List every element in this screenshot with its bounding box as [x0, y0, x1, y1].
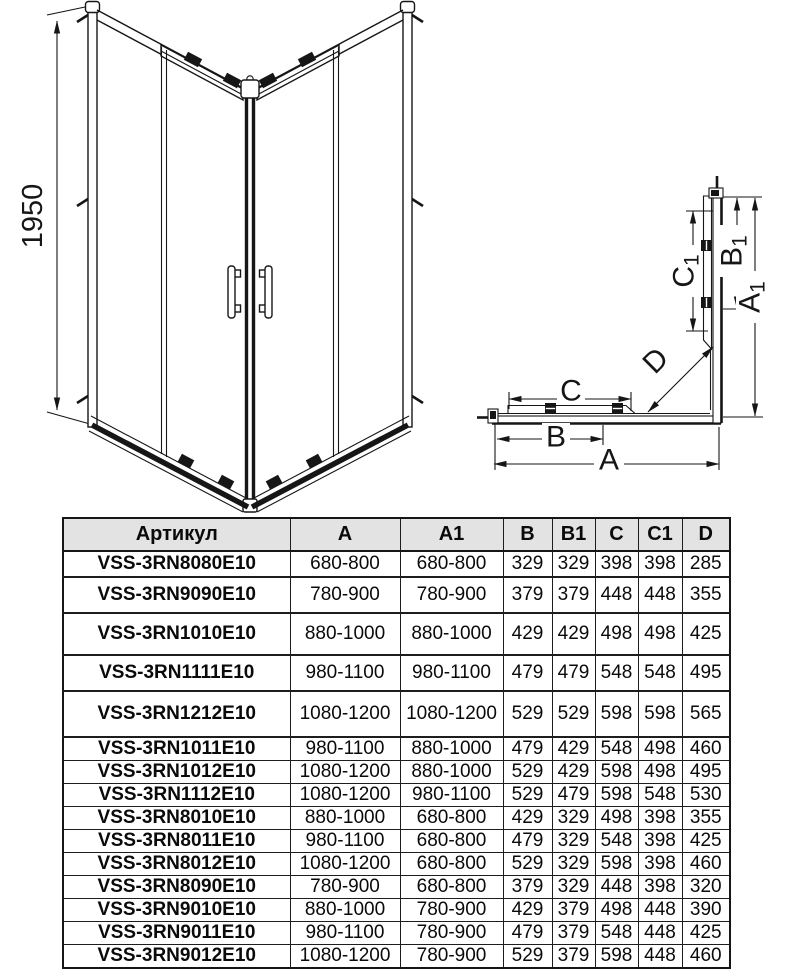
value-cell: 1080-1200: [290, 761, 400, 784]
value-cell: 598: [638, 691, 682, 737]
spec-table-header-row: [63, 518, 730, 551]
column-header: A: [290, 518, 400, 551]
value-cell: 980-1100: [290, 655, 400, 691]
value-cell: 448: [595, 577, 638, 613]
roller-carriage: [218, 475, 235, 490]
article-cell: VSS-3RN1012E10: [63, 761, 290, 784]
top-rail-left: [97, 10, 243, 100]
sliding-door-panel: [704, 196, 712, 349]
value-cell: 880-1000: [290, 613, 400, 655]
dimension-a: [494, 427, 719, 477]
value-cell: 429: [552, 737, 595, 761]
value-cell: 529: [503, 761, 552, 784]
value-cell: 598: [595, 945, 638, 969]
value-cell: 329: [552, 551, 595, 577]
table-row: [63, 691, 730, 737]
roller-carriage: [306, 454, 323, 469]
value-cell: 980-1100: [400, 655, 503, 691]
value-cell: 548: [595, 830, 638, 853]
value-cell: 379: [552, 899, 595, 922]
value-cell: 398: [638, 807, 682, 830]
roller-carriage: [266, 475, 283, 490]
value-cell: 530: [682, 784, 730, 807]
value-cell: 529: [503, 853, 552, 876]
left-wall-bracket: [77, 396, 88, 403]
value-cell: 448: [638, 945, 682, 969]
article-cell: VSS-3RN1111E10: [63, 655, 290, 691]
dimension-d-label: D: [636, 341, 676, 381]
value-cell: 780-900: [400, 922, 503, 945]
value-cell: 980-1100: [400, 784, 503, 807]
table-row: [63, 655, 730, 691]
value-cell: 329: [503, 551, 552, 577]
table-row: [63, 876, 730, 899]
table-row: [63, 899, 730, 922]
table-row: [63, 613, 730, 655]
value-cell: 425: [682, 922, 730, 945]
height-dimension-label: 1950: [17, 183, 49, 249]
plan-right-wall: [701, 176, 723, 423]
plan-view-drawing: [477, 176, 770, 477]
value-cell: 448: [638, 922, 682, 945]
value-cell: 498: [638, 737, 682, 761]
left-wall-bracket: [77, 15, 88, 22]
spec-table-body: [63, 551, 730, 968]
value-cell: 529: [503, 784, 552, 807]
value-cell: 1080-1200: [290, 853, 400, 876]
dimension-a1-label: A1: [733, 281, 770, 313]
value-cell: 498: [595, 807, 638, 830]
dimension-a-label: A: [598, 443, 620, 477]
value-cell: 548: [595, 655, 638, 691]
value-cell: 329: [552, 830, 595, 853]
value-cell: 880-1000: [290, 899, 400, 922]
value-cell: 379: [552, 577, 595, 613]
value-cell: 529: [503, 691, 552, 737]
article-cell: VSS-3RN9011E10: [63, 922, 290, 945]
value-cell: 448: [638, 899, 682, 922]
value-cell: 1080-1200: [290, 691, 400, 737]
value-cell: 529: [503, 945, 552, 969]
article-cell: VSS-3RN1212E10: [63, 691, 290, 737]
bottom-rail-left: [89, 416, 248, 512]
value-cell: 448: [595, 876, 638, 899]
article-cell: VSS-3RN9090E10: [63, 577, 290, 613]
value-cell: 429: [503, 613, 552, 655]
value-cell: 460: [682, 737, 730, 761]
value-cell: 880-1000: [290, 807, 400, 830]
dimension-c-label: C: [560, 374, 582, 408]
article-cell: VSS-3RN1010E10: [63, 613, 290, 655]
value-cell: 980-1100: [290, 830, 400, 853]
value-cell: 398: [595, 551, 638, 577]
value-cell: 329: [552, 807, 595, 830]
table-row: [63, 784, 730, 807]
dimension-b1-label: B1: [715, 235, 752, 267]
value-cell: 429: [503, 899, 552, 922]
spec-table: [62, 517, 731, 969]
value-cell: 429: [552, 613, 595, 655]
table-row: [63, 737, 730, 761]
value-cell: 429: [552, 761, 595, 784]
value-cell: 880-1000: [400, 761, 503, 784]
value-cell: 398: [638, 876, 682, 899]
value-cell: 329: [552, 876, 595, 899]
value-cell: 598: [595, 691, 638, 737]
dimension-d: [634, 339, 713, 412]
front-view-drawing: [17, 2, 423, 513]
value-cell: 495: [682, 655, 730, 691]
value-cell: 355: [682, 807, 730, 830]
dimension-b: [495, 421, 603, 471]
value-cell: 880-1000: [400, 613, 503, 655]
value-cell: 680-800: [400, 807, 503, 830]
value-cell: 329: [552, 853, 595, 876]
value-cell: 680-800: [400, 551, 503, 577]
bottom-rail-right: [252, 416, 411, 512]
value-cell: 355: [682, 577, 730, 613]
height-dimension: [17, 7, 90, 424]
column-header: D: [682, 518, 730, 551]
value-cell: 398: [638, 551, 682, 577]
value-cell: 429: [503, 807, 552, 830]
column-header: Артикул: [63, 518, 290, 551]
value-cell: 320: [682, 876, 730, 899]
table-row: [63, 807, 730, 830]
article-cell: VSS-3RN9010E10: [63, 899, 290, 922]
table-row: [63, 577, 730, 613]
value-cell: 598: [595, 761, 638, 784]
value-cell: 479: [503, 737, 552, 761]
table-row: [63, 830, 730, 853]
value-cell: 398: [638, 830, 682, 853]
value-cell: 680-800: [400, 830, 503, 853]
table-row: [63, 922, 730, 945]
article-cell: VSS-3RN9012E10: [63, 945, 290, 969]
value-cell: 479: [552, 784, 595, 807]
right-wall-bracket: [412, 199, 423, 206]
value-cell: 565: [682, 691, 730, 737]
value-cell: 425: [682, 830, 730, 853]
value-cell: 548: [595, 737, 638, 761]
article-cell: VSS-3RN8090E10: [63, 876, 290, 899]
column-header: C: [595, 518, 638, 551]
table-row: [63, 853, 730, 876]
value-cell: 460: [682, 945, 730, 969]
value-cell: 548: [638, 655, 682, 691]
value-cell: 379: [503, 876, 552, 899]
article-cell: VSS-3RN8012E10: [63, 853, 290, 876]
value-cell: 680-800: [400, 876, 503, 899]
value-cell: 448: [638, 577, 682, 613]
article-cell: VSS-3RN1011E10: [63, 737, 290, 761]
value-cell: 390: [682, 899, 730, 922]
top-rail-right: [257, 10, 403, 100]
column-header: C1: [638, 518, 682, 551]
corner-post: [241, 76, 259, 512]
value-cell: 425: [682, 613, 730, 655]
table-row: [63, 945, 730, 969]
value-cell: 479: [503, 830, 552, 853]
value-cell: 1080-1200: [400, 691, 503, 737]
roller-carriage: [178, 454, 195, 469]
value-cell: 498: [638, 613, 682, 655]
value-cell: 980-1100: [290, 922, 400, 945]
value-cell: 460: [682, 853, 730, 876]
value-cell: 780-900: [400, 899, 503, 922]
value-cell: 780-900: [400, 577, 503, 613]
dimension-b-label: B: [545, 420, 567, 454]
value-cell: 780-900: [400, 945, 503, 969]
value-cell: 379: [552, 922, 595, 945]
value-cell: 498: [595, 899, 638, 922]
value-cell: 548: [595, 922, 638, 945]
column-header: A1: [400, 518, 503, 551]
table-row: [63, 761, 730, 784]
column-header: B: [503, 518, 552, 551]
value-cell: 529: [552, 691, 595, 737]
table-row: [63, 551, 730, 577]
dimension-c1-label: C1: [667, 254, 704, 288]
value-cell: 780-900: [290, 577, 400, 613]
value-cell: 495: [682, 761, 730, 784]
column-header: B1: [552, 518, 595, 551]
right-wall-bracket: [412, 15, 423, 22]
value-cell: 479: [503, 922, 552, 945]
value-cell: 680-800: [290, 551, 400, 577]
value-cell: 980-1100: [290, 737, 400, 761]
value-cell: 1080-1200: [290, 784, 400, 807]
value-cell: 680-800: [400, 853, 503, 876]
left-wall-post: [88, 7, 97, 427]
article-cell: VSS-3RN1112E10: [63, 784, 290, 807]
value-cell: 285: [682, 551, 730, 577]
value-cell: 379: [503, 577, 552, 613]
right-wall-bracket: [412, 396, 423, 403]
value-cell: 398: [638, 853, 682, 876]
value-cell: 548: [638, 784, 682, 807]
left-door-handle: [228, 266, 241, 318]
value-cell: 498: [595, 613, 638, 655]
value-cell: 880-1000: [400, 737, 503, 761]
article-cell: VSS-3RN8080E10: [63, 551, 290, 577]
value-cell: 1080-1200: [290, 945, 400, 969]
value-cell: 479: [552, 655, 595, 691]
value-cell: 379: [552, 945, 595, 969]
article-cell: VSS-3RN8010E10: [63, 807, 290, 830]
value-cell: 479: [503, 655, 552, 691]
plan-bottom-wall: [477, 403, 721, 424]
right-wall-post: [403, 7, 412, 427]
left-wall-bracket: [77, 199, 88, 206]
right-door-handle: [260, 266, 273, 318]
value-cell: 498: [638, 761, 682, 784]
value-cell: 780-900: [290, 876, 400, 899]
article-cell: VSS-3RN8011E10: [63, 830, 290, 853]
value-cell: 598: [595, 853, 638, 876]
value-cell: 598: [595, 784, 638, 807]
